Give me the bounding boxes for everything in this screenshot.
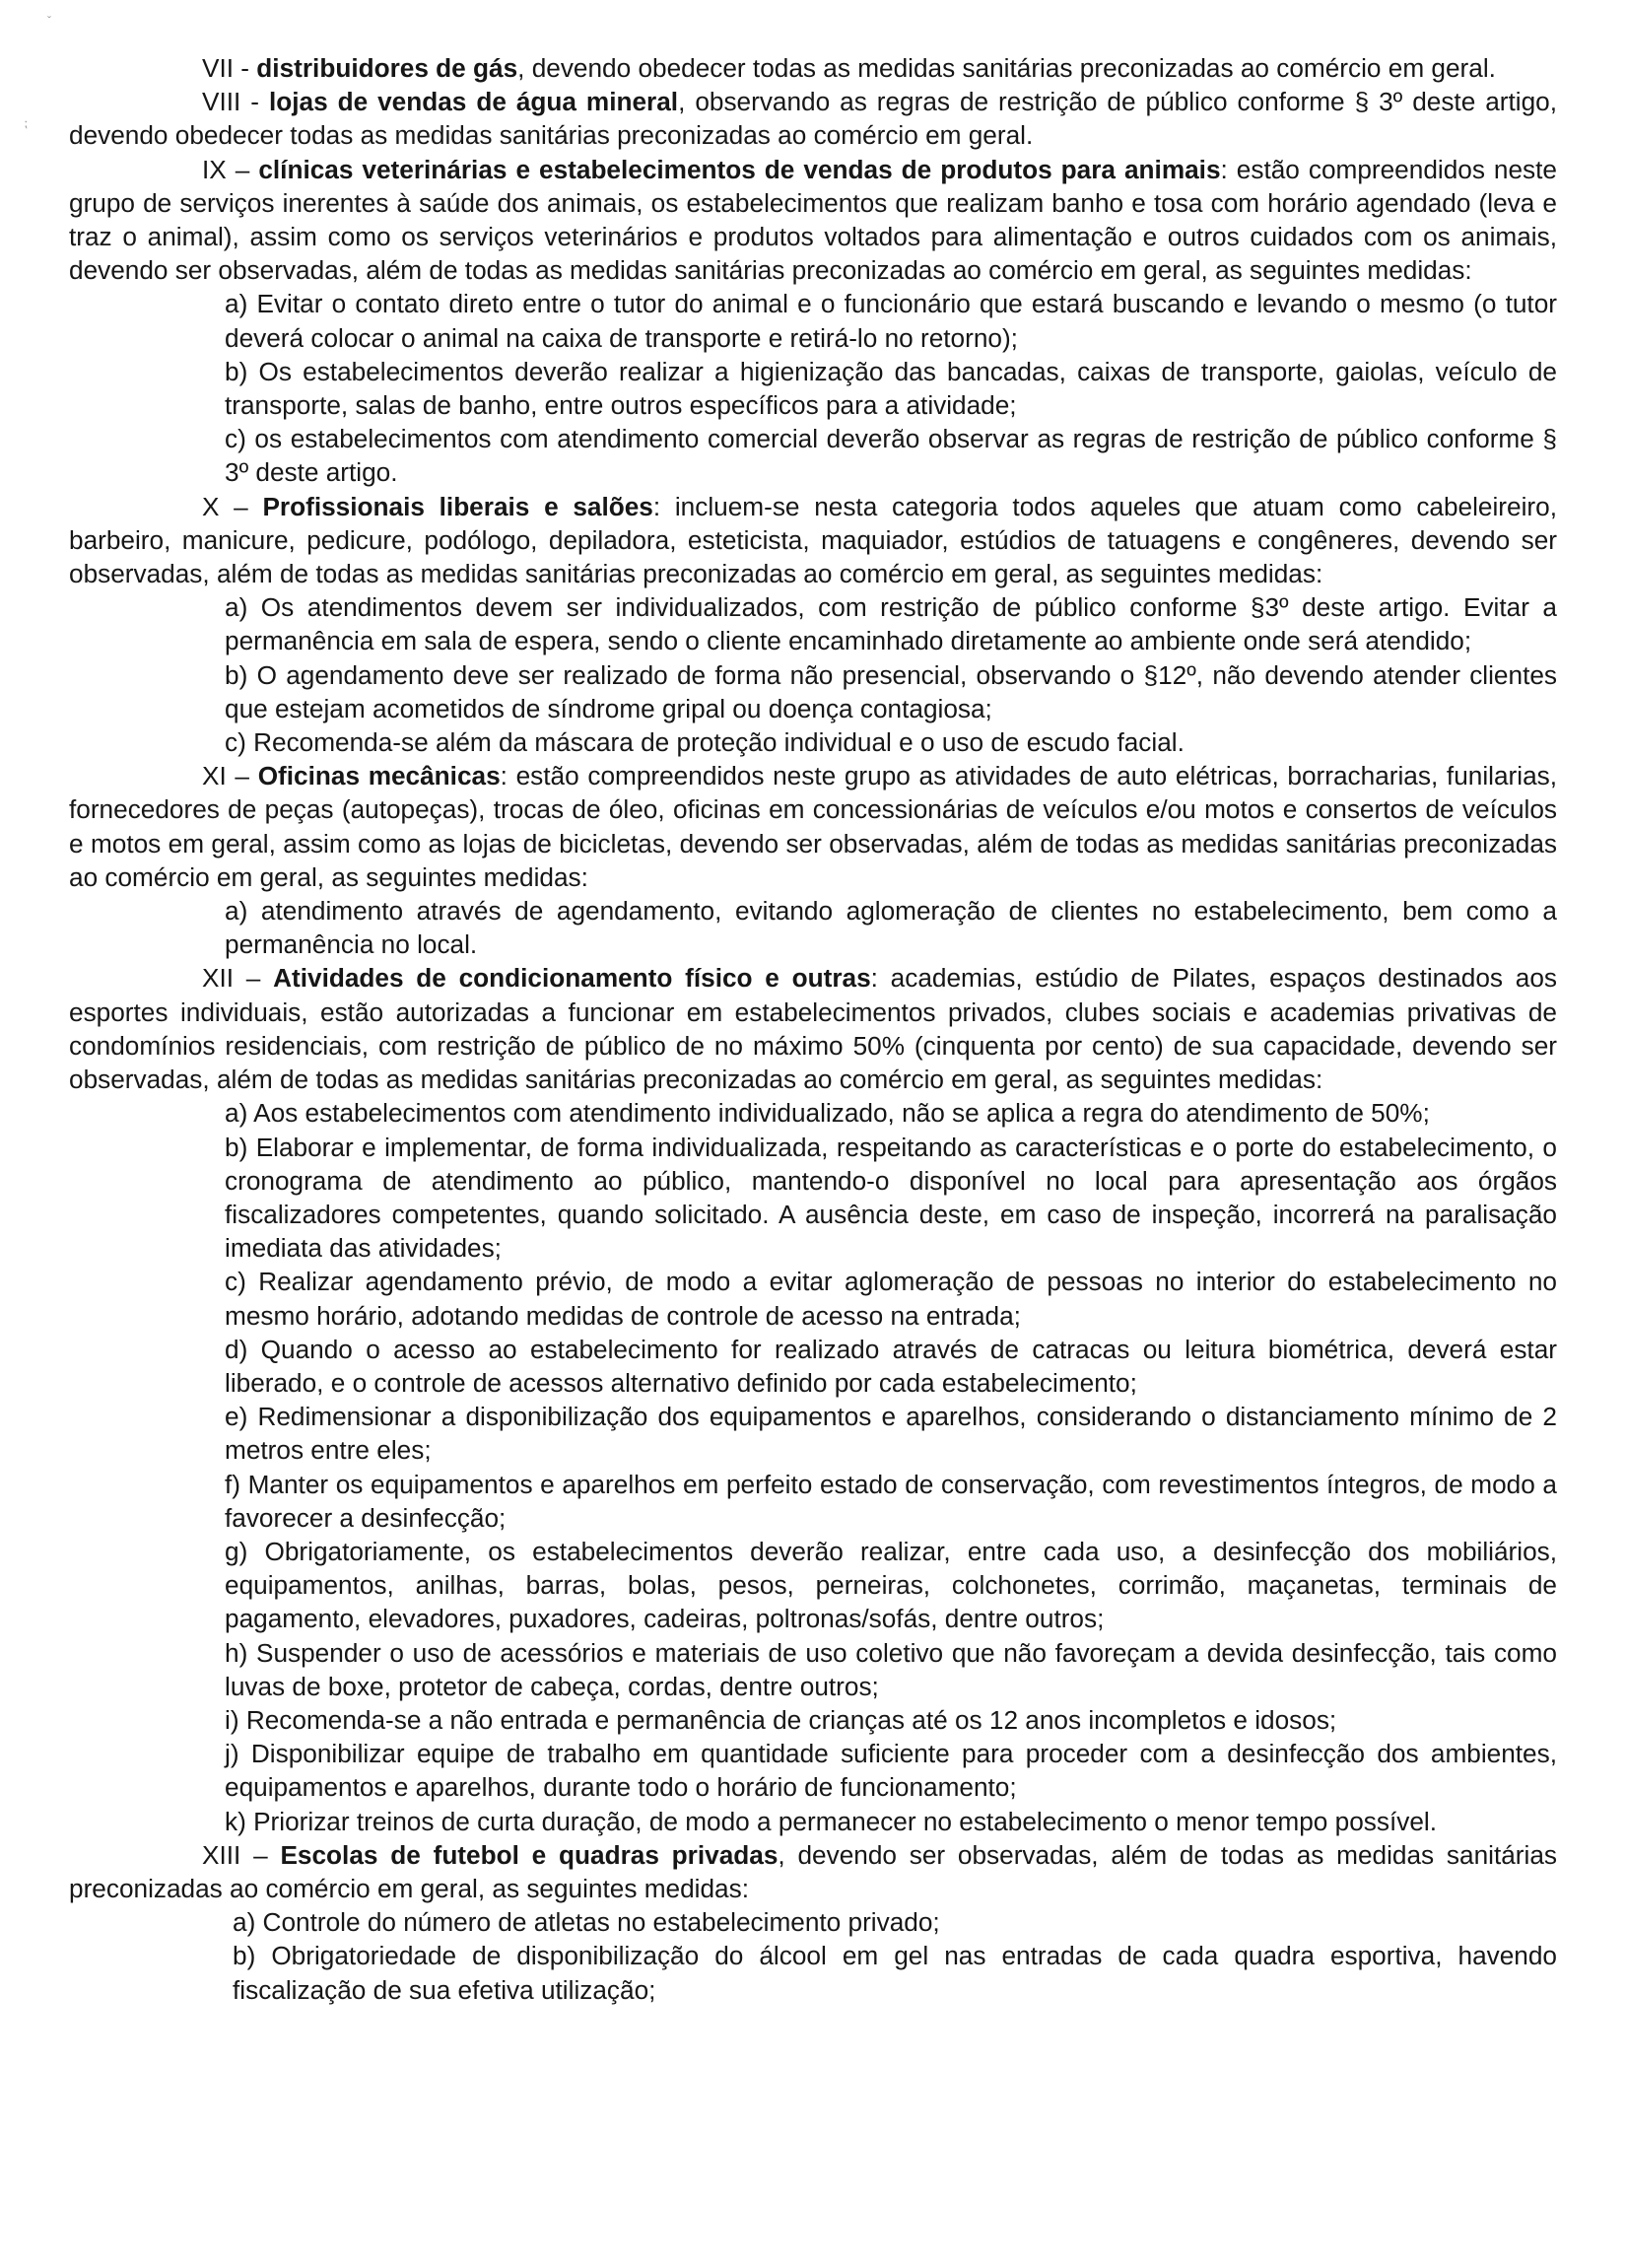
section-body: : estão compreendidos neste grupo as atividades de auto elétricas, borracharias, funilarias, fornecedores de peças (autopeças), trocas de óleo, oficinas em concessionárias de veículos e/ou motos e consertos de veículos e motos em geral, assim como as lojas de bicicletas, devendo ser observadas, além de todas as medidas sanitárias preconizadas ao comércio em geral, as seguintes medidas: xyxy=(69,761,1557,892)
section-title: Profissionais liberais e salões xyxy=(262,491,653,521)
section-number: VII - xyxy=(202,53,257,83)
section-title: Escolas de futebol e quadras privadas xyxy=(280,1839,779,1870)
list-item: b) Obrigatoriedade de disponibilização do álcool em gel nas entradas de cada quadra esportiva, havendo fiscalização de sua efetiva utilização; xyxy=(233,1941,1557,2005)
list-item: a) Evitar o contato direto entre o tutor do animal e o funcionário que estará buscando e levando o mesmo (o tutor deverá colocar o animal na caixa de transporte e retirá-lo no retorno); xyxy=(225,289,1557,353)
section-title: lojas de vendas de água mineral xyxy=(268,87,679,117)
section-title: clínicas veterinárias e estabelecimentos de vendas de produtos para animais xyxy=(258,154,1221,184)
section-body: , devendo ser observadas, além de todas as medidas sanitárias preconizadas ao comércio em geral, as seguintes medidas: xyxy=(69,1839,1558,1903)
section-body: : estão compreendidos neste grupo de serviços inerentes à saúde dos animais, os estabelecimentos que realizam banho e tosa com horário agendado (leva e traz o animal), assim como os serviços veterinários e produtos voltados para alimentação e outros cuidados com os animais, devendo ser observadas, além de todas as medidas sanitárias preconizadas ao comércio em geral, as seguintes medidas: xyxy=(69,154,1557,286)
list-item: g) Obrigatoriamente, os estabelecimentos deverão realizar, entre cada uso, a desinfecção dos mobiliários, equipamentos, anilhas, barras, bolas, pesos, perneiras, colchonetes, corrimão, maçanetas, terminais de pagamento, elevadores, puxadores, cadeiras, poltronas/sofás, dentre outros; xyxy=(225,1536,1557,1634)
section-body: , devendo obedecer todas as medidas sanitárias preconizadas ao comércio em geral. xyxy=(517,53,1496,83)
list-item: a) atendimento através de agendamento, evitando aglomeração de clientes no estabelecimento, bem como a permanência no local. xyxy=(225,896,1557,960)
list-item: b) O agendamento deve ser realizado de forma não presencial, observando o §12º, não devendo atender clientes que estejam acometidos de síndrome gripal ou doença contagiosa; xyxy=(225,659,1557,723)
list-item: c) os estabelecimentos com atendimento comercial deverão observar as regras de restrição de público conforme § 3º deste artigo. xyxy=(225,424,1557,488)
section-body: : academias, estúdio de Pilates, espaços destinados aos esportes individuais, estão autorizadas a funcionar em estabelecimentos privados, clubes sociais e academias privativas de condomínios residenciais, com restrição de público de no máximo 50% (cinquenta por cento) de sua capacidade, devendo ser observadas, além de todas as medidas sanitárias preconizadas ao comércio em geral, as seguintes medidas: xyxy=(69,963,1558,1095)
list-item: c) Realizar agendamento prévio, de modo a evitar aglomeração de pessoas no interior do estabelecimento no mesmo horário, adotando medidas de controle de acesso na entrada; xyxy=(225,1267,1557,1331)
list-item: a) Os atendimentos devem ser individualizados, com restrição de público conforme §3º deste artigo. Evitar a permanência em sala de espera, sendo o cliente encaminhado diretamente ao ambiente onde será atendido; xyxy=(225,592,1557,656)
list-item: i) Recomenda-se a não entrada e permanência de crianças até os 12 anos incompletos e idosos; xyxy=(225,1704,1337,1735)
section-body: : incluem-se nesta categoria todos aqueles que atuam como cabeleireiro, barbeiro, manicure, pedicure, podólogo, depiladora, esteticista, maquiador, estúdios de tatuagens e congêneres, devendo ser observadas, além de todas as medidas sanitárias preconizadas ao comércio em geral, as seguintes medidas: xyxy=(69,491,1557,589)
list-item: a) Controle do número de atletas no estabelecimento privado; xyxy=(233,1907,940,1938)
section-paragraph xyxy=(69,490,1557,591)
section-body: , observando as regras de restrição de público conforme § 3º deste artigo, devendo obedecer todas as medidas sanitárias preconizadas ao comércio em geral. xyxy=(69,87,1558,151)
section-title: Oficinas mecânicas xyxy=(257,761,501,791)
section-number: VIII - xyxy=(202,87,269,117)
scan-speck: ⁏ xyxy=(24,116,29,130)
section-number: X – xyxy=(202,491,263,521)
list-item: a) Aos estabelecimentos com atendimento individualizado, não se aplica a regra do atendimento de 50%; xyxy=(225,1098,1430,1129)
section-paragraph xyxy=(69,961,1557,1096)
section-paragraph xyxy=(69,85,1557,152)
section-paragraph xyxy=(69,759,1557,894)
section-paragraph xyxy=(69,153,1557,288)
list-item: h) Suspender o uso de acessórios e materiais de uso coletivo que não favoreçam a devida desinfecção, tais como luvas de boxe, protetor de cabeça, cordas, dentre outros; xyxy=(225,1637,1557,1701)
section-number: XI – xyxy=(202,761,258,791)
list-item: e) Redimensionar a disponibilização dos equipamentos e aparelhos, considerando o distanciamento mínimo de 2 metros entre eles; xyxy=(225,1402,1557,1466)
section-vii xyxy=(69,51,1557,85)
section-viii xyxy=(69,85,1557,152)
document-page xyxy=(69,51,1557,2007)
section-xi xyxy=(69,759,1557,961)
section-ix xyxy=(69,153,1557,490)
section-title: distribuidores de gás xyxy=(256,53,518,83)
list-item: c) Recomenda-se além da máscara de proteção individual e o uso de escudo facial. xyxy=(225,727,1185,758)
section-number: IX – xyxy=(202,154,259,184)
section-number: XII – xyxy=(202,963,274,994)
section-title: Atividades de condicionamento físico e outras xyxy=(273,963,871,994)
list-item: d) Quando o acesso ao estabelecimento for realizado através de catracas ou leitura biométrica, deverá estar liberado, e o controle de acessos alternativo definido por cada estabelecimento; xyxy=(225,1334,1557,1398)
list-item: b) Elaborar e implementar, de forma individualizada, respeitando as características e o porte do estabelecimento, o cronograma de atendimento ao público, mantendo-o disponível no local para apresentação aos órgãos fiscalizadores competentes, quando solicitado. A ausência deste, em caso de inspeção, incorrerá na paralisação imediata das atividades; xyxy=(225,1132,1557,1264)
section-xiii xyxy=(69,1838,1557,2007)
list-item: f) Manter os equipamentos e aparelhos em perfeito estado de conservação, com revestimentos íntegros, de modo a favorecer a desinfecção; xyxy=(225,1469,1557,1533)
section-x xyxy=(69,490,1557,760)
section-paragraph xyxy=(69,1838,1557,1905)
section-xii xyxy=(69,961,1557,1837)
list-item: k) Priorizar treinos de curta duração, de modo a permanecer no estabelecimento o menor tempo possível. xyxy=(225,1806,1437,1836)
section-paragraph xyxy=(69,51,1557,85)
section-number: XIII – xyxy=(202,1839,281,1870)
scan-speck: ˇ xyxy=(47,14,51,28)
list-item: j) Disponibilizar equipe de trabalho em quantidade suficiente para proceder com a desinfecção dos ambientes, equipamentos e aparelhos, durante todo o horário de funcionamento; xyxy=(225,1739,1557,1803)
list-item: b) Os estabelecimentos deverão realizar a higienização das bancadas, caixas de transporte, gaiolas, veículo de transporte, salas de banho, entre outros específicos para a atividade; xyxy=(225,356,1557,421)
